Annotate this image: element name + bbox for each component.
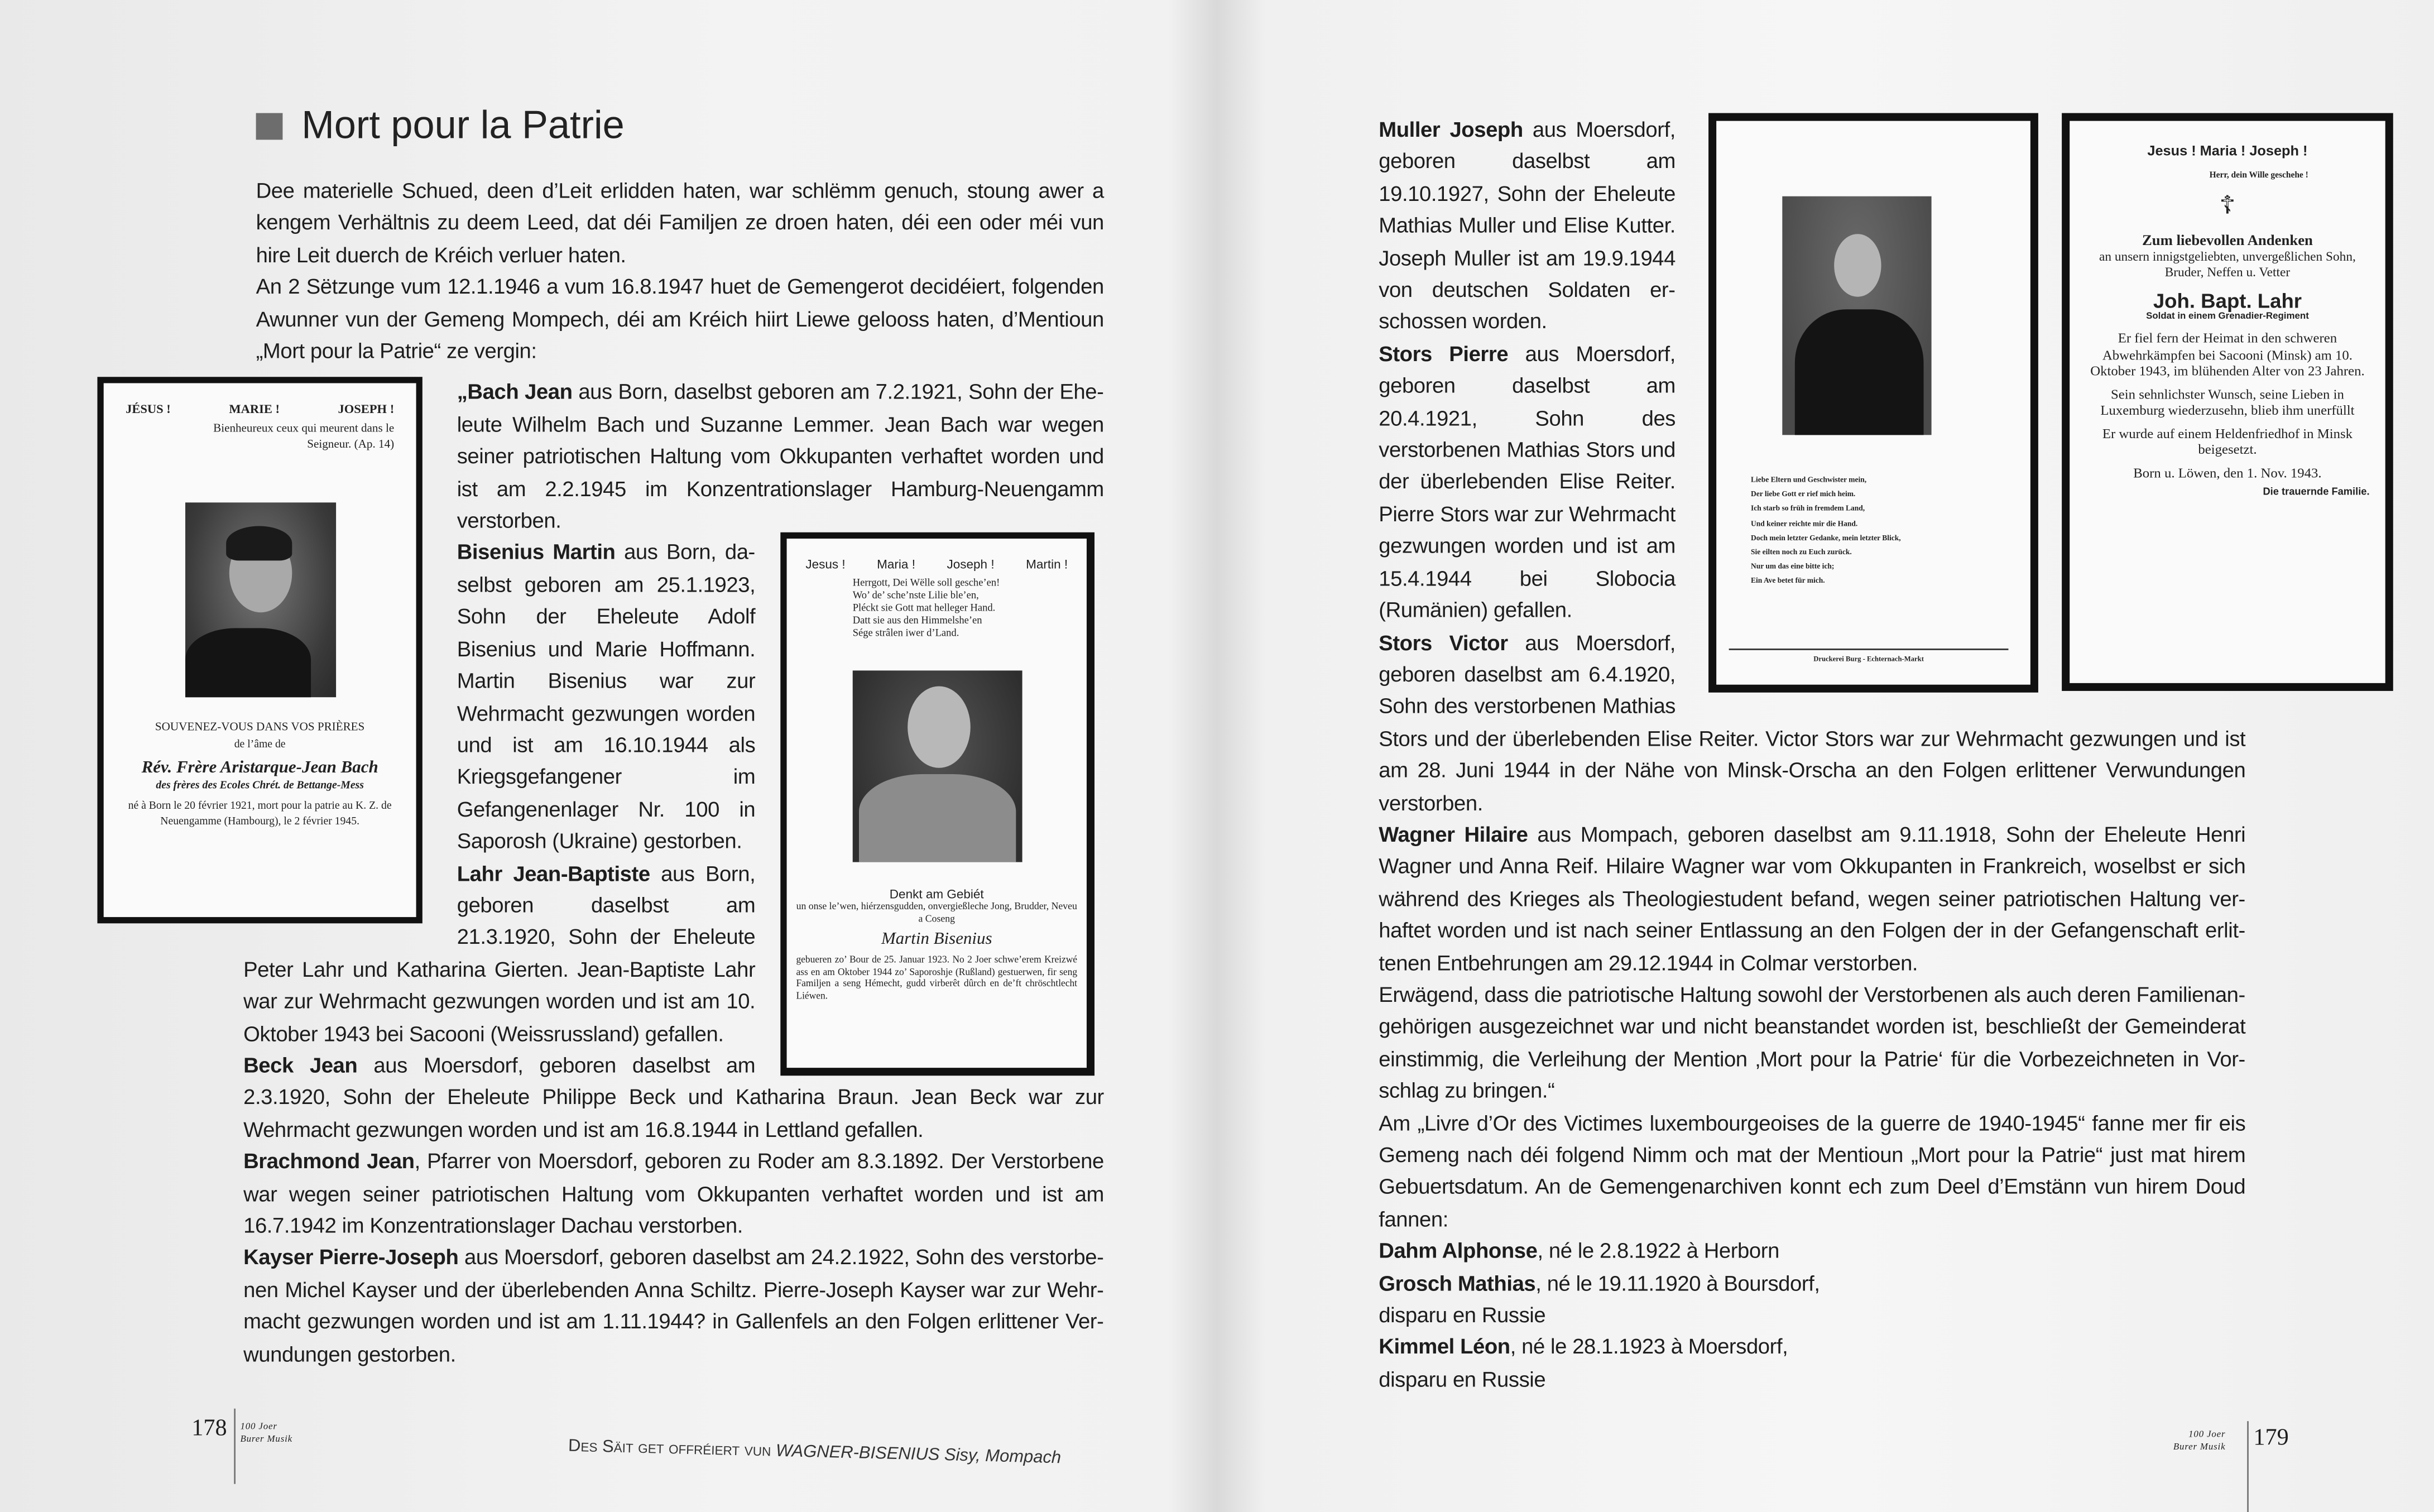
entry-text: aus Born, geboren daselbst am 21.3.1920, Sohn der Eheleute Peter Lahr und Katharina Gierten. Jean-Baptiste Lahr war zur Wehrmacht — [243, 861, 756, 1014]
entry-text: aus Moersdorf, geboren daselbst am 19.10.1927, Sohn der Eheleute Mathias Muller und Elise Kutter. Joseph Muller ist am 19.9.1944 von deutschen Soldaten erschossen worden. — [1379, 118, 1676, 334]
memorial-card-lahr-photo — [1708, 113, 2038, 693]
card-relation: an unsern innigstgeliebten, unvergeßlichen Sohn, Bruder, Neffen u. Vetter — [2099, 249, 2356, 280]
card-verse — [126, 421, 394, 453]
entry-extra: disparu en Russie — [1379, 1367, 1546, 1391]
square-bullet-icon — [256, 113, 283, 140]
book-title — [240, 1421, 292, 1446]
book-title-line: Burer Musik — [2173, 1443, 2226, 1453]
portrait-photo — [185, 503, 336, 698]
entry-text: aus Moersdorf, geboren daselbst am 24.2.1922, Sohn des verstorbenen Michel Kayser und der überlebenden Anna Schiltz. Pierre-Joseph Kayser war zur Wehrmacht gezwungen worden und ist am 1.11.1944? in Gallenfels an den Folgen erlittener Verwundungen gestorben. — [243, 1246, 1104, 1366]
poem-line: Und keiner reichte mir die Hand. — [1751, 520, 1858, 529]
entry-text: , né le 2.8.1922 à Herborn — [1537, 1239, 1779, 1263]
card-poem — [1751, 474, 1901, 590]
entry-name: Kayser Pierre-Joseph — [243, 1246, 459, 1270]
verse-line: Ségе strâlen iwer d’Land. — [852, 628, 959, 640]
card-name: Joh. Bapt. Lahr — [2153, 289, 2302, 313]
card-header: Jesus ! Maria ! Joseph ! — [2147, 143, 2308, 159]
entry-text: aus Moersdorf, geboren daselbst am 2.3.1920, Sohn der Eheleute Philippe Beck und Katharina Braun. Jean Beck war zur Wehrmacht gezwungen worden und ist am 16.8.1944 in Lettland gefallen. — [243, 1053, 1104, 1141]
card-name: Martin Bisenius — [881, 930, 992, 949]
book-title — [2173, 1429, 2226, 1454]
entry-brachmond — [243, 1146, 1104, 1242]
card-header-word: Jesus ! — [805, 558, 846, 573]
verse-line: Datt sie aus den Himmelshe’en — [852, 616, 982, 627]
entry-name: Stors Victor — [1379, 630, 1508, 654]
card-verse: Herr, dein Wille geschehe ! — [2209, 171, 2308, 181]
card-verse — [805, 579, 1068, 642]
section-heading — [256, 104, 625, 150]
poem-line: Ein Ave betet für mich. — [1751, 578, 1825, 587]
list-item — [1379, 1268, 2245, 1332]
council-decision: Erwägend, dass die patriotische Haltung sowohl der Verstorbenen als auch deren Familienangehörigen ausgezeichnet war und nicht beanstandet worden ist, beschließt der Gemeinderat einstimmig, die Verleihung der Mention ‚Mort pour la Patrie‘ für die Vorbezeichneten in Vorschlag zu bringen.“ — [1379, 983, 2246, 1103]
entry-text: aus Mompach, geboren daselbst am 9.11.1918, Sohn der Eheleute Henri Wagner und Anna Reif. Hilaire Wagner war vom Okkupanten in Frankreich, woselbst er sich während des Krieges als Theologiestudent befand, wegen seiner patriotischen Haltung verhaftet worden und ist nach seiner Entlassung an den Folgen der in der Gefangenschaft erlittenen Entbehrungen am 29.12.1944 in Colmar verstorben. — [1379, 823, 2246, 975]
card-paragraph: Er wurde auf einem Heldenfriedhof in Minsk beigesetzt. — [2102, 425, 2353, 457]
entry-name: Wagner Hilaire — [1379, 823, 1528, 847]
entry-name: Lahr Jean-Baptiste — [457, 861, 650, 885]
card-header — [126, 402, 394, 416]
book-title-line: Burer Musik — [240, 1435, 293, 1445]
entry-name: „Bach Jean — [457, 381, 573, 405]
verse-line: Pléckt sie Gott mat helleger Hand. — [852, 603, 996, 615]
poem-line: Doch mein letzter Gedanke, mein letzter Blick, — [1751, 535, 1901, 543]
card-printer: Druckerei Burg - Echternach-Markt — [1729, 649, 2009, 663]
portrait-photo — [853, 671, 1022, 863]
intro-text — [243, 176, 1104, 368]
poem-line: Der liebe Gott er rief mich heim. — [1751, 492, 1856, 500]
memorial-cards-right — [1708, 113, 2393, 693]
entry-name: Bisenius Martin — [457, 541, 616, 565]
portrait-photo — [1782, 196, 1931, 435]
sponsor-line — [568, 1437, 1062, 1467]
book-title-line: 100 Joer — [240, 1423, 277, 1432]
card-rank: Soldat in einem Grenadier-Regiment — [2146, 312, 2309, 322]
entry-text: , né le 19.11.1920 à Boursdorf, — [1535, 1271, 1820, 1295]
intro-paragraph: Dee materielle Schued, deen d’Leit erlidden haten, war schlëmm genuch, stoung awer a kengem Verhältnis zu deem Leed, dat déi Familjen ze droen haten, déi een oder méi vun hire Leit duerch de Kréich verluer haten. — [256, 179, 1104, 267]
verse-text: Bienheureux ceux qui meurent dans le Seigneur. — [213, 421, 395, 452]
list-item — [1379, 1236, 2245, 1268]
card-header — [805, 558, 1068, 572]
right-page-text-flow — [1379, 114, 2370, 1396]
entry-text: , né le 28.1.1923 à Moersdorf, — [1510, 1335, 1788, 1359]
entry-kayser — [243, 1243, 1104, 1371]
card-header-word: MARIE ! — [229, 402, 280, 417]
card-relation: un onse le’wen, hiérzensgudden, onvergiеßleche Jong, Brudder, Neveu a Coseng — [796, 902, 1077, 925]
livre-dor-paragraph: Am „Livre d’Or des Victimes luxembourgeoises de la guerre de 1940-1945“ fanne mer fir eis Gemeng nach déi folgend Nimm och mat der Mentioun „Mort pour la Patrie“ just mat hirem Gebuertsdatum. An de Gemengenarchiven konnt ech zum Deel d’Emstänn vun hirem Doud fannen: — [1379, 1111, 2246, 1231]
card-header-word: JOSEPH ! — [338, 402, 395, 417]
card-soul-of: de l’âme de — [234, 738, 286, 752]
card-signature: Die trauernde Familie. — [2263, 486, 2370, 497]
cross-icon: ☦ — [2219, 193, 2236, 220]
card-header-word: Martin ! — [1026, 558, 1068, 573]
card-header-word: Maria ! — [877, 558, 915, 573]
card-header-word: Joseph ! — [947, 558, 995, 573]
card-name: Rév. Frère Aristarque-Jean Bach — [141, 759, 378, 778]
entry-text: , Pfarrer von Moersdorf, geboren zu Roder am 8.3.1892. Der Verstorbene war wegen seiner patriotischen Haltung vom Okkupanten verhaftet worden und ist am 16.7.1942 im Konzentrationslager Dachau verstorben. — [243, 1150, 1104, 1238]
entry-name: Grosch Mathias — [1379, 1271, 1536, 1295]
entry-text: aus Moersdorf, geboren daselbst am 6.4.1920, Sohn des verstorbenen Mathias Stors und der überlebenden Elise Reiter. Victor Stors war zur Wehrmacht gezwungen und ist am 28. Juni 1944 in der Nähe von Minsk-Orscha an den Folgen erlittener Verwundungen verstorben. — [1379, 630, 2246, 814]
verse-reference: (Ap. 14) — [354, 437, 395, 452]
page-number: 179 — [2253, 1425, 2289, 1451]
card-text — [796, 888, 1077, 1002]
entry-text: aus Moersdorf, geboren daselbst am 20.4.1921, Sohn des verstorbenen Mathias Stors und der überlebenden Elise Reiter. Pierre Stors war zur Wehrmacht gezwungen worden und ist am 15.4.1944 bei Slobocia (Rumänien) gefallen. — [1379, 342, 1676, 622]
entry-wagner — [1379, 819, 2245, 980]
footer-divider — [2247, 1421, 2249, 1512]
sponsor-prefix: Des Säit get offréiert vun — [568, 1437, 776, 1461]
poem-line: Ich starb so früh in fremdem Land, — [1751, 506, 1865, 515]
entry-text: aus Born, daselbst geboren am 7.2.1921, Sohn der Eheleute Wilhelm Bach und Suzanne Lemmer. Jean Bach war wegen seiner patriotischen Haltung vom Okkupanten verhaftet worden und ist am 2.2.1945 im Konzentrationslager Hamburg-Neuengamm verstorben. — [457, 381, 1104, 532]
poem-line: Nur um das eine bitte ich; — [1751, 564, 1835, 572]
entry-name: Beck Jean — [243, 1053, 358, 1077]
entry-name: Muller Joseph — [1379, 118, 1523, 142]
entry-name: Stors Pierre — [1379, 342, 1509, 366]
card-place-date: Born u. Löwen, den 1. Nov. 1943. — [2133, 464, 2322, 480]
sponsor-name: WAGNER-BISENIUS Sisy, Mompach — [775, 1442, 1062, 1468]
poem-line: Sie eilten noch zu Euch zurück. — [1751, 549, 1852, 558]
book-title-line: 100 Joer — [2188, 1431, 2226, 1440]
card-details: gebueren zo’ Bour de 25. Januar 1923. No 2 Joer schwe’erem Kreizwé ass en am Oktober 1944 zo’ Saporoshje (Rußland) gestuerwen, fir seng Familjen a seng Hémecht, gudd virberêt dûrch en de’ft chröschtlecht Liéwen. — [796, 955, 1078, 1002]
poem-line: Liebe Eltern und Geschwister mein, — [1751, 477, 1867, 486]
entry-text: aus Born, daselbst geboren am 25.1.1923, Sohn der Eheleute Adolf Bisenius und Marie Hoffmann. Martin Bisenius war zur Wehrmacht gezwungen worden und ist am 16.10.1944 als Kriegsgefangener im Gefangenenlager Nr. 100 in Saporosh (Ukraine) gestorben. — [457, 541, 756, 853]
entry-name: Dahm Alphonse — [1379, 1239, 1538, 1263]
card-header-word: JÉSUS ! — [126, 402, 171, 417]
card-paragraph: Er fiel fern der Heimat in den schweren Abwehrkämpfen bei Sacooni (Minsk) am 10. Oktober 1943, im blühenden Alter von 23 Jahren. — [2090, 329, 2365, 379]
memorial-card-lahr-text — [2062, 113, 2393, 691]
card-order: des frères des Ecoles Chrét. de Bettange-Mess — [156, 779, 364, 793]
verse-line: Herrgott, Dei Wëlle soll gesche’en! — [852, 578, 1000, 590]
heading-text: Mort pour la Patrie — [301, 103, 625, 148]
entry-name: Brachmond Jean — [243, 1150, 415, 1174]
list-item — [1379, 1332, 2245, 1396]
card-remember: Denkt am Gebiét — [889, 887, 984, 903]
intro-paragraph: An 2 Sëtzunge vum 12.1.1946 a vum 16.8.1947 huet de Gemengerot decidéiert, folgenden Awunner vun der Gemeng Mompech, déi am Kréich hiirt Liewe gelooss haten, d’Mentioun „Mort pour la Patrie“ ze vergin: — [256, 275, 1104, 363]
memorial-card-bach — [97, 377, 422, 924]
page-number: 178 — [191, 1416, 227, 1442]
verse-line: Wo’ de’ sche’nste Lilie ble’en, — [852, 591, 979, 602]
entry-name: Kimmel Léon — [1379, 1335, 1510, 1359]
memorial-card-bisenius — [780, 533, 1094, 1076]
card-text — [116, 720, 404, 830]
left-page-text-flow — [126, 176, 1104, 1371]
card-details: né à Born le 20 février 1921, mort pour la patrie au K. Z. de Neuengamme (Hambourg), le 2 février 1945. — [128, 800, 392, 828]
card-remember: SOUVENEZ-VOUS DANS VOS PRIÈRES — [155, 719, 365, 735]
footer-divider — [234, 1409, 236, 1484]
card-remember: Zum liebevollen Andenken — [2142, 234, 2313, 250]
entry-text-continued: gezwungen worden und ist am 10. Oktober 1943 bei Sacooni (Weissrussland) gefallen. — [243, 989, 756, 1045]
entry-extra: disparu en Russie — [1379, 1303, 1546, 1327]
card-paragraph: Sein sehnlichster Wunsch, seine Lieben in Luxemburg wiederzusehn, blieb ihm unerfüllt — [2100, 385, 2355, 418]
